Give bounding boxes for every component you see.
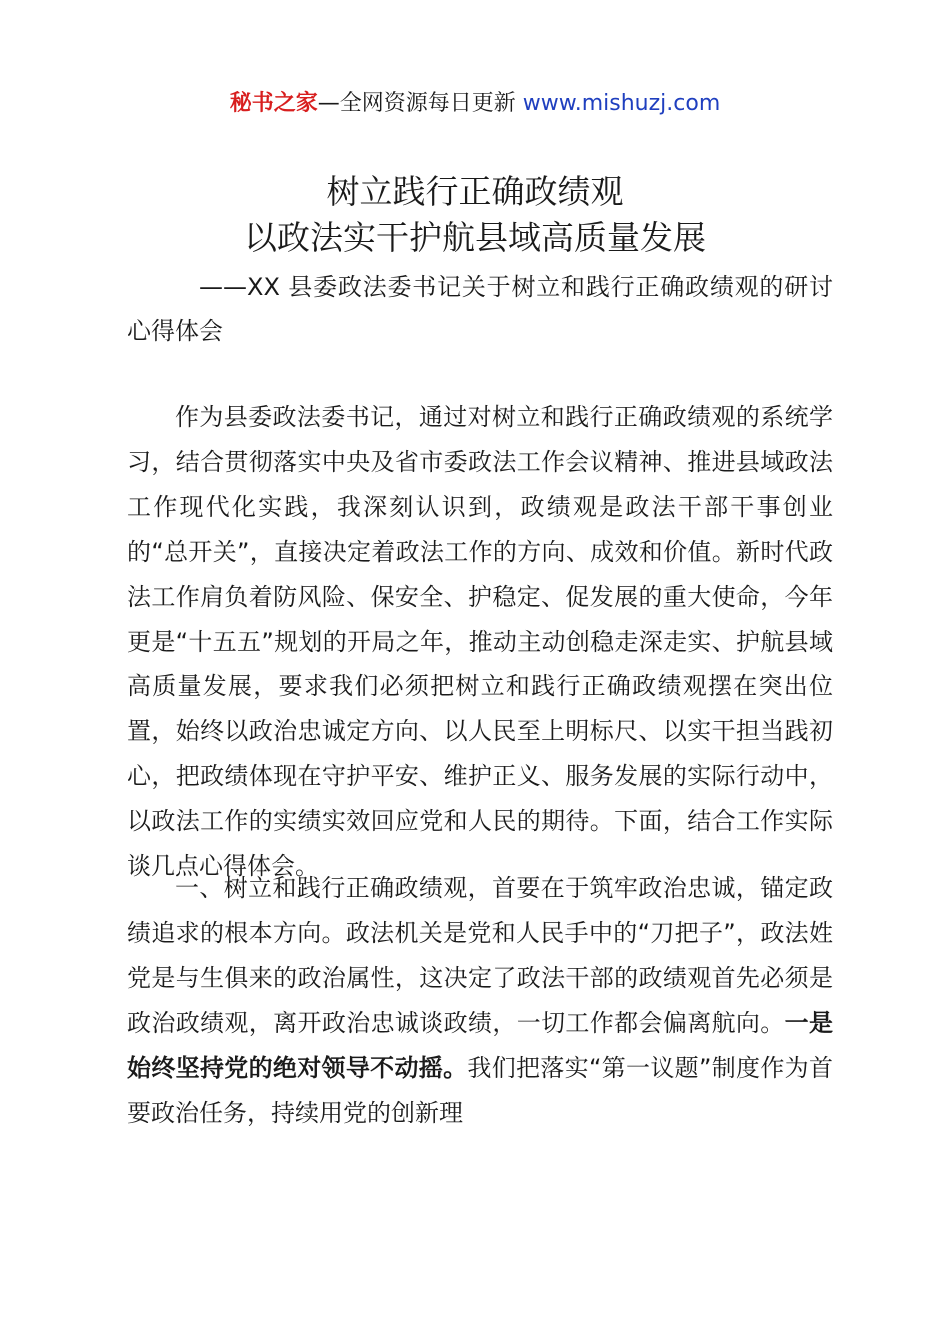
body-paragraph-2 bbox=[127, 866, 833, 1135]
paragraph-2-text-2: 我们把落实“第一议题”制度作为首要政治任务，持续用党的创新理 bbox=[127, 1053, 833, 1127]
site-url-link[interactable]: www.mishuzj.com bbox=[522, 91, 721, 116]
document-title-line-2: 以政法实干护航县域高质量发展 bbox=[244, 218, 706, 257]
body-paragraph-1: 作为县委政法委书记，通过对树立和践行正确政绩观的系统学习，结合贯彻落实中央及省市委政法工作会议精神、推进县域政法工作现代化实践，我深刻认识到，政绩观是政法干部干事创业的“总开关”，直接决定着政法工作的方向、成效和价值。新时代政法工作肩负着防风险、保安全、护稳定、促发展的重大使命，今年更是“十五五”规划的开局之年，推动主动创稳走深走实、护航县域高质量发展，要求我们必须把树立和践行正确政绩观摆在突出位置，始终以政治忠诚定方向、以人民至上明标尺、以实干担当践初心，把政绩体现在守护平安、维护正义、服务发展的实际行动中，以政法工作的实绩实效回应党和人民的期待。下面，结合工作实际谈几点心得体会。 bbox=[127, 403, 833, 881]
document-subtitle: ——XX 县委政法委书记关于树立和践行正确政绩观的研讨心得体会 bbox=[127, 273, 833, 345]
paragraph-2-text-1: 一、树立和践行正确政绩观，首要在于筑牢政治忠诚，锚定政绩追求的根本方向。政法机关是党和人民手中的“刀把子”，政法姓党是与生俱来的政治属性，这决定了政法干部的政绩观首先必须是政治政绩观，离开政治忠诚谈政绩，一切工作都会偏离航向。 bbox=[127, 874, 833, 1037]
paragraph-2-bold-point: 一是始终坚持党的绝对领导不动摇。 bbox=[127, 1008, 833, 1082]
site-brand: 秘书之家 bbox=[229, 91, 318, 116]
document-title-line-1: 树立践行正确政绩观 bbox=[326, 172, 624, 211]
site-header bbox=[0, 88, 950, 120]
site-tagline: —全网资源每日更新 bbox=[317, 91, 523, 116]
